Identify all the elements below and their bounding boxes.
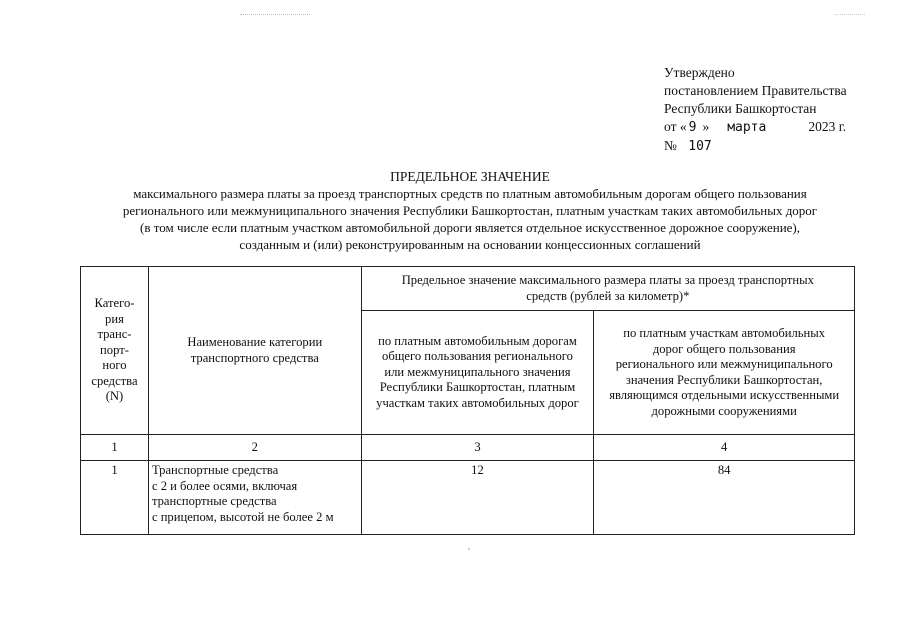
table-row [81, 461, 855, 535]
date-close: » [702, 119, 710, 134]
tariff-table [80, 266, 855, 535]
approval-date [664, 118, 894, 137]
header-row [81, 267, 855, 311]
scan-artifact [835, 14, 865, 16]
row-name: Транспортные средства с 2 и более осями, включая транспортные средства с прицепом, высотой не более 2 м [148, 461, 361, 535]
approval-line: Республики Башкортостан [664, 101, 817, 116]
date-prefix: от « [664, 119, 687, 134]
header-roads: по платным автомобильным дорогам общего пользования регионального или межмуниципального значения Республики Башкортостан, платным участкам таких автомобильных дорог [361, 311, 594, 435]
document-title [80, 168, 860, 253]
header-category: Катего- рия транс- порт- ного средства (N) [81, 267, 149, 435]
approval-line: постановлением Правительства [664, 83, 847, 98]
title-line: (в том числе если платным участком автомобильной дороги является отдельное искусственное дорожное сооружение), [139, 220, 801, 235]
numbering-cell: 1 [81, 435, 149, 461]
date-day: 9 [688, 120, 697, 135]
numbering-cell: 2 [148, 435, 361, 461]
numbering-cell: 3 [361, 435, 594, 461]
date-year: 2023 г. [808, 119, 847, 134]
header-group: Предельное значение максимального размера платы за проезд транспортных средств (рублей за километр)* [361, 267, 854, 311]
header-structures: по платным участкам автомобильных дорог общего пользования регионального или межмуниципального значения Республики Башкортостан, являющимся отдельными искусственными дорожными сооружениями [594, 311, 855, 435]
row-category: 1 [81, 461, 149, 535]
number-value: 107 [688, 139, 712, 154]
numbering-cell: 4 [594, 435, 855, 461]
approval-line: Утверждено [664, 65, 735, 80]
approval-number [664, 137, 894, 156]
title-line: регионального или межмуниципального значения Республики Башкортостан, платным участкам таких автомобильных дорог [122, 203, 818, 218]
header-name: Наименование категории транспортного средства [148, 267, 361, 435]
title-line: созданным и (или) реконструированным на основании концессионных соглашений [239, 237, 701, 252]
approval-stamp [664, 64, 894, 156]
row-value-structures: 84 [594, 461, 855, 535]
row-value-roads: 12 [361, 461, 594, 535]
scan-artifact [468, 548, 470, 550]
title-heading: ПРЕДЕЛЬНОЕ ЗНАЧЕНИЕ [390, 169, 550, 184]
scan-artifact [240, 14, 310, 16]
title-line: максимального размера платы за проезд транспортных средств по платным автомобильным дорогам общего пользования [133, 186, 807, 201]
numbering-row [81, 435, 855, 461]
number-prefix: № [664, 138, 677, 153]
date-month: марта [727, 120, 767, 135]
